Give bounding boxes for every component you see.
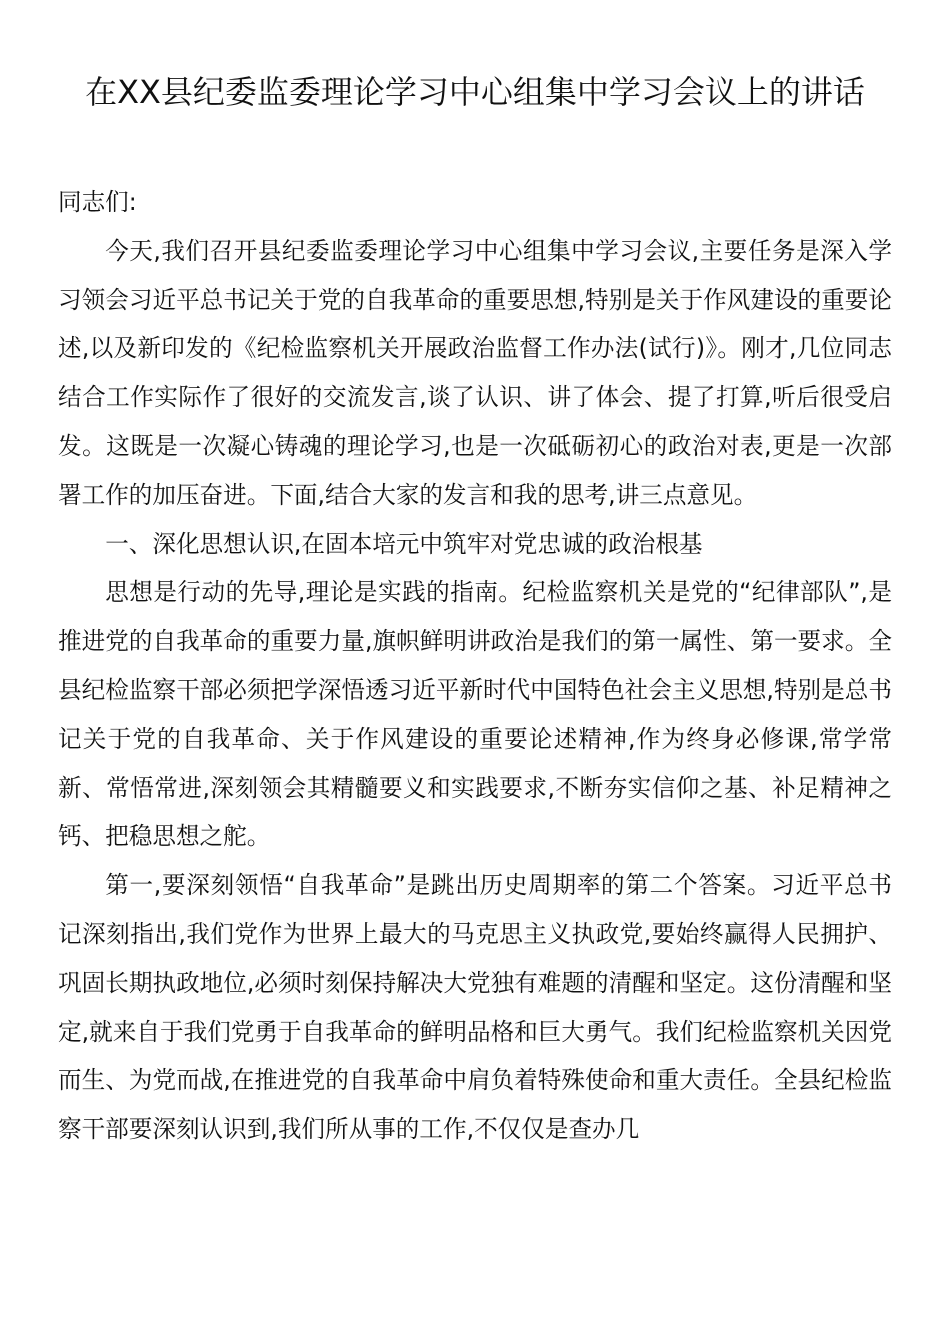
document-title: 在XX县纪委监委理论学习中心组集中学习会议上的讲话 [85,73,865,111]
section1-paragraph-2: 第一,要深刻领悟“自我革命”是跳出历史周期率的第二个答案。习近平总书记深刻指出,我们党作为世界上最大的马克思主义执政党,要始终赢得人民拥护、巩固长期执政地位,必须时刻保持解决大党独有难题的清醒和坚定。这份清醒和坚定,就来自于我们党勇于自我革命的鲜明品格和巨大勇气。我们纪检监察机关因党而生、为党而战,在推进党的自我革命中肩负着特殊使命和重大责任。全县纪检监察干部要深刻认识到,我们所从事的工作,不仅仅是查办几 [58,871,892,1144]
section1-paragraph-1: 思想是行动的先导,理论是实践的指南。纪检监察机关是党的“纪律部队”,是推进党的自我革命的重要力量,旗帜鲜明讲政治是我们的第一属性、第一要求。全县纪检监察干部必须把学深悟透习近平新时代中国特色社会主义思想,特别是总书记关于党的自我革命、关于作风建设的重要论述精神,作为终身必修课,常学常新、常悟常进,深刻领会其精髓要义和实践要求,不断夯实信仰之基、补足精神之钙、把稳思想之舵。 [58,578,892,851]
salutation: 同志们: [58,188,137,216]
document-page [58,66,892,1154]
document-body [58,178,892,1154]
intro-paragraph: 今天,我们召开县纪委监委理论学习中心组集中学习会议,主要任务是深入学习领会习近平总书记关于党的自我革命的重要思想,特别是关于作风建设的重要论述,以及新印发的《纪检监察机关开展政治监督工作办法(试行)》。刚才,几位同志结合工作实际作了很好的交流发言,谈了认识、讲了体会、提了打算,听后很受启发。这既是一次凝心铸魂的理论学习,也是一次砥砺初心的政治对表,更是一次部署工作的加压奋进。下面,结合大家的发言和我的思考,讲三点意见。 [58,236,892,509]
section-heading-1: 一、深化思想认识,在固本培元中筑牢对党忠诚的政治根基 [105,529,703,558]
